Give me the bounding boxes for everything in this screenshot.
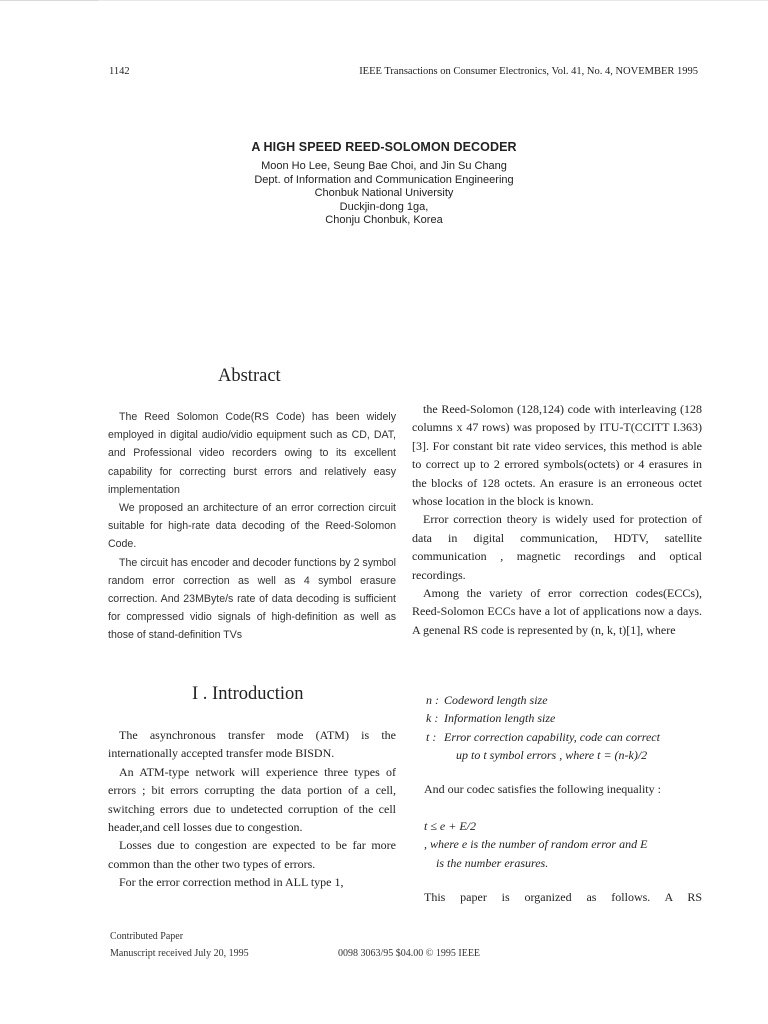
body-paragraph: Among the variety of error correction codes(ECCs), Reed-Solomon ECCs have a lot of applications now a days. A genenal RS code is represented by (n, k, t)[1], where bbox=[412, 586, 702, 637]
definition-text: Information length size bbox=[444, 711, 556, 726]
abstract-paragraph: The Reed Solomon Code(RS Code) has been widely employed in digital audio/vidio equipment such as CD, DAT, and Professional video recorders owing to its excellent capability for correcting burst errors and relatively easy implementation bbox=[108, 411, 396, 496]
definition-continuation: up to t symbol errors , where t = (n-k)/2 bbox=[456, 748, 648, 763]
abstract-paragraph: We proposed an architecture of an error correction circuit suitable for high-rate data decoding of the Reed-Solomon Code. bbox=[108, 502, 396, 551]
right-column-body bbox=[412, 400, 702, 639]
page-number: 1142 bbox=[109, 66, 130, 77]
journal-header: IEEE Transactions on Consumer Electronics, Vol. 41, No. 4, NOVEMBER 1995 bbox=[359, 66, 698, 77]
definition-symbol: n : bbox=[426, 693, 439, 707]
abstract-paragraph: The circuit has encoder and decoder functions by 2 symbol random error correction as well as 4 symbol erasure correction. And 23MByte/s rate of data decoding is sufficient for compressed vidio signals of high-definition as well as those of stand-definition TVs bbox=[108, 556, 396, 642]
contributed-note: Contributed Paper bbox=[110, 931, 184, 942]
abstract-body bbox=[108, 408, 396, 645]
definition-text: Codeword length size bbox=[444, 693, 548, 707]
author-list: Moon Ho Lee, Seung Bae Choi, and Jin Su Chang bbox=[261, 160, 507, 172]
affiliation-line: Chonju Chonbuk, Korea bbox=[325, 214, 443, 226]
introduction-paragraph: An ATM-type network will experience three types of errors ; bit errors corrupting the data portion of a cell, switching errors due to undetected corruption of the cell header,and cell losses due to congestion. bbox=[108, 764, 396, 835]
definition-text: Error correction capability, code can correct bbox=[444, 729, 660, 744]
paper-title: A HIGH SPEED REED-SOLOMON DECODER bbox=[251, 140, 517, 154]
scan-edge-line bbox=[98, 0, 768, 1]
definition-symbol: t : bbox=[426, 729, 437, 744]
formula-note: is the number erasures. bbox=[436, 855, 549, 870]
definition-item bbox=[426, 728, 716, 765]
introduction-heading: I . Introduction bbox=[192, 684, 304, 704]
organization-sentence: This paper is organized as follows. A RS bbox=[424, 890, 702, 904]
introduction-paragraph: Losses due to congestion are expected to be far more common than the other two types of errors. bbox=[108, 838, 396, 871]
inequality-formula-block bbox=[424, 817, 714, 872]
inequality-formula: t ≤ e + E/2 bbox=[424, 819, 477, 833]
affiliation-line: Chonbuk National University bbox=[314, 187, 454, 199]
manuscript-received: Manuscript received July 20, 1995 bbox=[110, 948, 249, 959]
affiliation-line: Dept. of Information and Communication Engineering bbox=[254, 173, 514, 186]
introduction-paragraph: For the error correction method in ALL type 1, bbox=[119, 875, 344, 890]
inequality-intro: And our codec satisfies the following inequality : bbox=[424, 782, 661, 796]
copyright-notice: 0098 3063/95 $04.00 © 1995 IEEE bbox=[338, 948, 481, 959]
affiliation-line: Duckjin-dong 1ga, bbox=[339, 200, 429, 213]
definition-item bbox=[426, 691, 716, 709]
introduction-paragraph: The asynchronous transfer mode (ATM) is the internationally accepted transfer mode BISDN. bbox=[108, 728, 396, 761]
introduction-body bbox=[108, 726, 396, 892]
formula-note: , where e is the number of random error and E bbox=[424, 837, 648, 852]
definition-item bbox=[426, 709, 716, 727]
body-paragraph: the Reed-Solomon (128,124) code with interleaving (128 columns x 47 rows) was proposed by ITU-T(CCITT I.363)[3]. For constant bit rate video services, this method is able to correct up to 2 errored symbols(octets) or 4 erasures in the blocks of 128 octets. An erasure is an erroneous octet whose location in the block is known. bbox=[412, 402, 702, 509]
abstract-heading: Abstract bbox=[218, 366, 281, 386]
body-paragraph: Error correction theory is widely used for protection of data in digital communication, HDTV, satellite communication , magnetic recordings and optical recordings. bbox=[412, 512, 702, 582]
definition-list bbox=[426, 691, 716, 765]
definition-symbol: k : bbox=[426, 711, 439, 726]
scan-edge-line bbox=[0, 0, 98, 1]
title-block bbox=[0, 140, 768, 228]
